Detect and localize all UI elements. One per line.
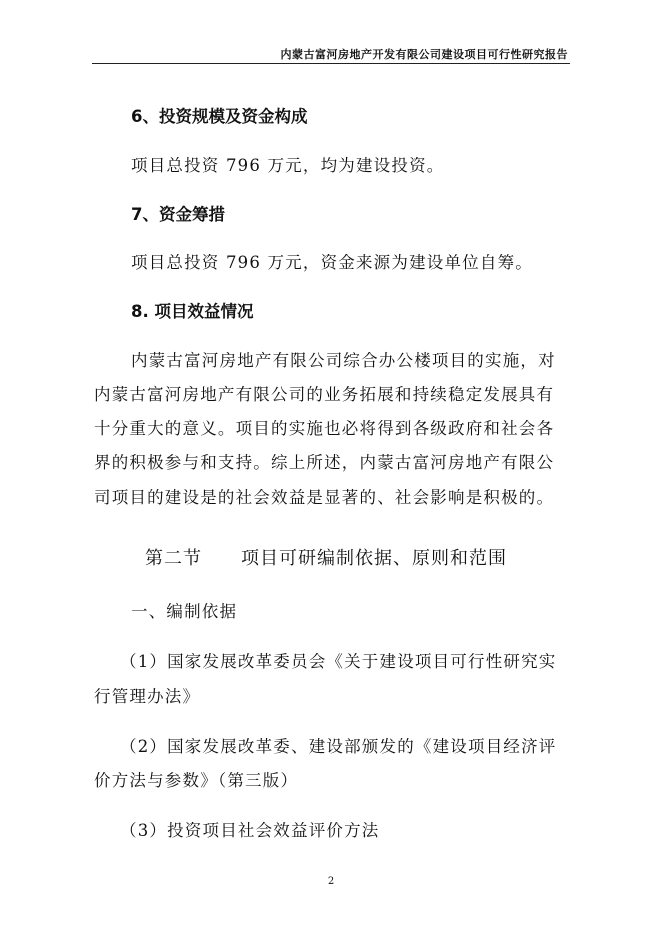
reference-item-1-continued: 行管理办法》 [94,687,201,706]
reference-item-3: （3）投资项目社会效益评价方法 [120,821,380,840]
reference-item-2-continued: 价方法与参数》（第三版） [94,771,299,790]
subsection-heading: 一、编制依据 [131,602,238,621]
section-title: 项目可研编制依据、原则和范围 [241,548,507,569]
paragraph-benefits-line: 十分重大的意义。项目的实施也必将得到各级政府和社会各 [94,419,555,438]
paragraph-benefits-line: 内蒙古富河房地产有限公司的业务拓展和持续稳定发展具有 [94,385,555,404]
heading-fund-raising: 7、资金筹措 [131,205,225,224]
heading-investment-scale: 6、投资规模及资金构成 [131,107,308,126]
paragraph-benefits-line: 界的积极参与和支持。综上所述，内蒙古富河房地产有限公 [94,453,555,472]
reference-item-2: （2）国家发展改革委、建设部颁发的《建设项目经济评 [120,737,557,756]
paragraph-benefits-line: 司项目的建设是的社会效益是显著的、社会影响是积极的。 [94,488,555,507]
section-label: 第二节 [145,548,202,569]
paragraph-investment-scale: 项目总投资 796 万元，均为建设投资。 [131,156,445,175]
running-header: 内蒙古富河房地产开发有限公司建设项目可行性研究报告 [280,48,568,61]
reference-item-1: （1）国家发展改革委员会《关于建设项目可行性研究实 [120,652,557,671]
paragraph-fund-raising: 项目总投资 796 万元，资金来源为建设单位自筹。 [131,253,533,272]
heading-project-benefits: 8. 项目效益情况 [131,302,254,321]
page-number: 2 [327,876,335,887]
paragraph-benefits-line: 内蒙古富河房地产有限公司综合办公楼项目的实施，对 [131,351,556,370]
header-rule [92,63,570,64]
